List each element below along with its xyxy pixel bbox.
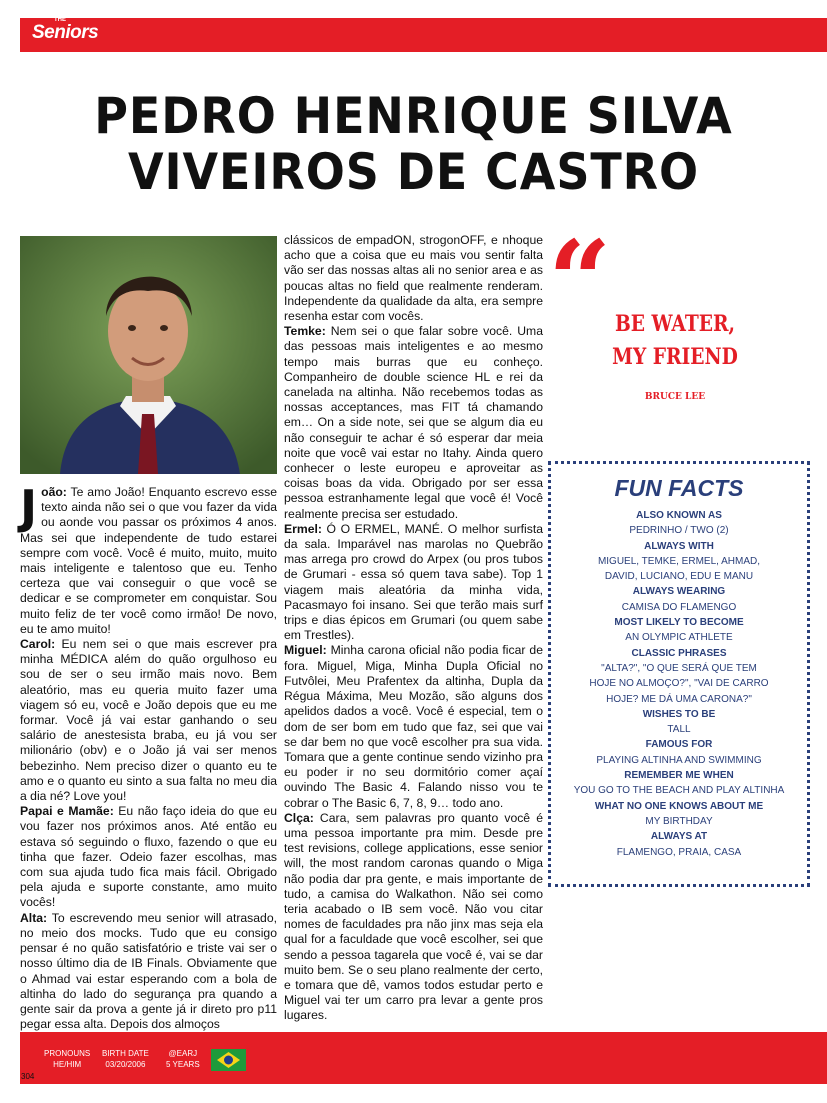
message-recipient: Ermel:: [284, 521, 322, 536]
fun-fact-heading: WISHES TO BE: [642, 708, 716, 720]
message-paragraph: [284, 522, 543, 644]
fun-fact-heading: ALWAYS WEARING: [632, 586, 726, 598]
message-text: clássicos de empadON, strogonOFF, e nhoque acho que a coisa que eu mais vou sentir falta vão ser das nossas altas ali no senior area e as poucas altas no field que realmente renderam. Independente da qualidade da alta, era sempre resenha estar com vocês.: [284, 233, 543, 324]
seniors-logo: [32, 17, 99, 44]
fun-fact-value: TALL: [667, 724, 691, 736]
fun-fact-value: YOU GO TO THE BEACH AND PLAY ALTINHA: [573, 785, 785, 797]
fun-fact-heading: ALWAYS AT: [650, 831, 708, 843]
fun-fact-value: PEDRINHO / TWO (2): [629, 525, 729, 537]
message-paragraph: [284, 324, 543, 522]
fun-fact-heading: ALSO KNOWN AS: [636, 510, 722, 521]
fun-fact-heading: WHAT NO ONE KNOWS ABOUT ME: [594, 800, 764, 812]
message-text: Nem sei o que falar sobre você. Uma das pessoas mais inteligentes e ao mesmo tempo mais burras que eu conheço. Companheiro de double science HL e rei da canelada na altinha. Não recebemos todas as nossas acceptances, mas FIT tá chamando em… On a side note, sei que se algum dia eu não conseguir te achar é só esperar dar meia noite que você vai estar no Itahy. Ainda quero conhecer o leste europeu e aproveitar as coisas boas da vida. Obrigado por ser essa pessoa estranhamente legal que você é! Você realmente precisa ser estudado.: [284, 324, 543, 521]
message-recipient: Temke:: [284, 324, 326, 339]
title-line-2: VIVEIROS DE CASTRO: [127, 143, 700, 201]
fun-fact-heading: CLASSIC PHRASES: [631, 647, 727, 659]
fun-facts-list: [551, 508, 807, 860]
fun-fact-value: MIGUEL, TEMKE, ERMEL, AHMAD,: [597, 555, 761, 567]
brazil-flag-icon: [211, 1049, 246, 1071]
message-paragraph: [284, 233, 543, 324]
message-text: Ó O ERMEL, MANÉ. O melhor surfista da sala. Imparável nas marolas no Quebrão mas arrega pro crowd do Arpex (ou pros tubos de Grumari - essa só quem tava sabe). Top 1 viagem mais aleatória da minha vida, Pacasmayo foi insano. Sei que terão mais surf trips e dias épicos em Grumari (ou quem sabe em Trestles).: [284, 521, 543, 643]
birthdate-value: 03/20/2006: [105, 1060, 146, 1069]
fun-fact-value: "ALTA?", "O QUE SERÁ QUE TEM: [601, 662, 757, 674]
fun-fact-heading: ALWAYS WITH: [644, 540, 714, 552]
message-recipient: Alta:: [20, 910, 48, 925]
fun-fact-value: MY BIRTHDAY: [645, 815, 713, 827]
senior-quote: [611, 308, 739, 374]
message-recipient: Papai e Mamãe:: [20, 804, 114, 819]
quote-line-2: MY FRIEND: [612, 344, 738, 370]
fun-fact-value: AN OLYMPIC ATHLETE: [625, 632, 733, 644]
quote-author: BRUCE LEE: [644, 392, 706, 402]
school-label: @EARJ: [168, 1049, 198, 1058]
birthdate-info: [102, 1048, 149, 1070]
message-text: Te amo João! Enquanto escrevo esse texto ainda não sei o que vou fazer da vida ou aonde vou passar os próximos 4 anos. Mas sei que independente de tudo estarei sempre com você. Você é muito, muito, muito mais inteligente e talentoso que eu. Tenho certeza que vai conseguir o que você se dedicar e se comprometer em conquistar. Sou muito feliz de ter você como irmão! De novo, eu te amo muito!: [20, 485, 277, 636]
fun-fact-value: HOJE? ME DÁ UMA CARONA?": [606, 693, 752, 705]
fun-fact-value: CAMISA DO FLAMENGO: [621, 601, 737, 613]
fun-fact-heading: FAMOUS FOR: [645, 739, 713, 751]
quote-mark-icon: “: [548, 216, 612, 345]
school-years: 5 YEARS: [166, 1060, 200, 1069]
flag-diamond: [216, 1051, 241, 1069]
message-recipient: oão:: [41, 485, 67, 499]
message-column-2: [284, 233, 543, 1024]
message-recipient: Carol:: [20, 637, 56, 652]
school-info: [166, 1048, 200, 1070]
fun-fact-value: HOJE NO ALMOÇO?", "VAI DE CARRO: [589, 678, 769, 690]
message-recipient: Miguel:: [284, 643, 327, 658]
fun-fact-value: PLAYING ALTINHA AND SWIMMING: [596, 754, 762, 766]
message-column-1: [20, 480, 277, 1032]
page-title: [33, 88, 794, 200]
fun-fact-heading: REMEMBER ME WHEN: [624, 770, 734, 782]
message-text: To escrevendo meu senior will atrasado, no meio dos mocks. Tudo que eu consigo pensar é no quão satisfatório e triste vai ser o nosso último dia de IB Finals. Obviamente que o Ahmad vai estar esperando com a bola de altinha do lado do segurança pra quando a gente sair da prova a gente já ir direto pro p11 pegar essa alta. Depois dos almoços: [20, 910, 277, 1032]
fun-facts-title: FUN FACTS: [614, 475, 744, 501]
fun-fact-heading: MOST LIKELY TO BECOME: [614, 617, 744, 629]
message-paragraph: [20, 804, 277, 910]
logo-text: Seniors: [32, 22, 99, 43]
message-text: Cara, sem palavras pro quanto você é uma pessoa importante pra mim. Desde pre test revisions, college applications, esse senior will, the most random caronas quando o Miga não podia dar pra gente, e mais importante de tudo, a camisa do Walkathon. Não sei como teria acabado o IB sem você. Não vou citar nomes de faculdades pra não jinx mas seja ela qual for a faculdade que você escolher, sei que sendo a pessoa tagarela que você é, vai se dar muito bem. Se o seu plano realmente der certo, e tomara que dê, vamos todos estudar perto e Miguel vai ter um carro pra levar a gente pros lugares.: [284, 810, 543, 1023]
fun-fact-value: FLAMENGO, PRAIA, CASA: [616, 846, 742, 858]
message-paragraph: [284, 643, 543, 810]
message-recipient: Clça:: [284, 810, 314, 825]
message-paragraph: [20, 480, 277, 637]
title-line-1: PEDRO HENRIQUE SILVA: [94, 87, 733, 145]
student-portrait: [20, 236, 277, 474]
page-number: 304: [21, 1072, 35, 1081]
message-text: Eu não faço ideia do que eu vou fazer nos próximos anos. Até então eu estava só seguindo o fluxo, fazendo o que eu tinha que fazer. Odeio fazer escolhas, mas com sua ajuda tudo fica mais fácil. Obrigado pela ajuda e suporte constante, amo muito vocês!: [20, 804, 277, 910]
logo-the: THE: [54, 17, 66, 23]
fun-fact-value: DAVID, LUCIANO, EDU E MANU: [604, 571, 754, 583]
message-text: Eu nem sei o que mais escrever pra minha MÉDICA além do quão orgulhoso eu sou de ser o seu irmão mais novo. Bem aleatório, mas eu queria muito fazer uma viagem só eu, você e João depois que eu me formar. Você já vai estar ganhando o seu salário de anestesista braba, eu já vou ser milionário (obv) e o João já vai ser menos bebezinho. Nem preciso dizer o quanto eu te amo e o quanto eu sinto a sua falta no meu dia a dia né? Love you!: [20, 637, 277, 804]
pronouns-value: HE/HIM: [53, 1060, 82, 1069]
birthdate-label: BIRTH DATE: [102, 1049, 149, 1058]
message-paragraph: [284, 811, 543, 1024]
portrait-illustration: [20, 236, 277, 474]
fun-facts-box: [548, 461, 810, 887]
quote-line-1: BE WATER,: [614, 311, 736, 337]
message-paragraph: [20, 637, 277, 804]
drop-cap: J: [20, 480, 38, 534]
message-paragraph: [20, 911, 277, 1033]
pronouns-label: PRONOUNS: [44, 1049, 91, 1058]
footer-bar: [20, 1032, 827, 1084]
message-text: Minha carona oficial não podia ficar de fora. Miguel, Miga, Minha Dupla Oficial no Futvôlei, Meu Prafentex da altinha, Dupla da Régua Máxima, Meu Mozão, são alguns dos apelidos dados a você. Você é especial, tem o dom de ser bom em tudo que faz, sei que vai se dar bem no que você escolher pra sua vida. Tomara que a gente continue sendo vizinho pra eu poder ir no seu dormitório comer açaí ouvindo The Basic 4. Falando nisso vou te cobrar o The Basic 6, 7, 8, 9… todo ano.: [284, 643, 543, 810]
pronouns-info: [44, 1048, 90, 1070]
header-bar: [20, 18, 827, 52]
